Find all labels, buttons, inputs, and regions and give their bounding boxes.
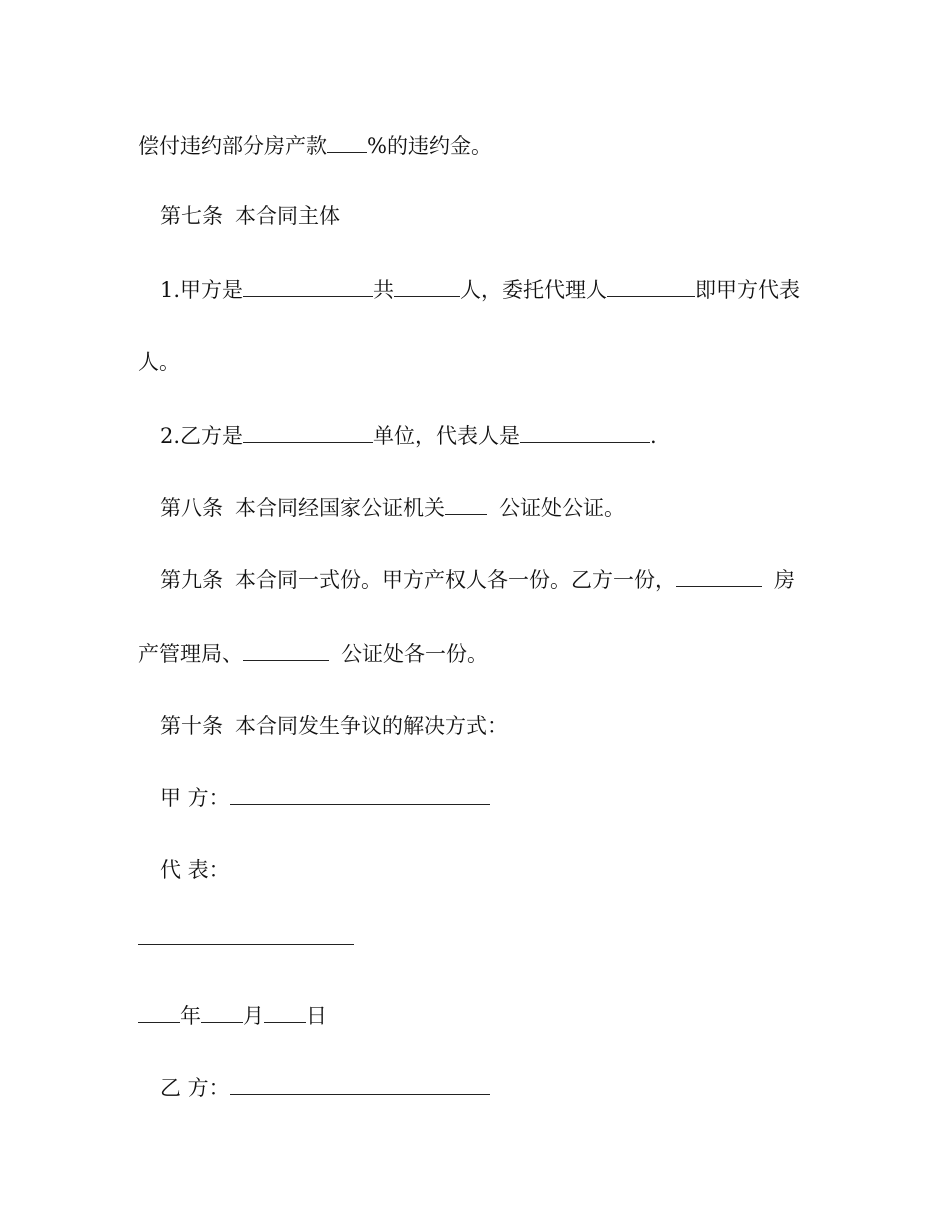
article-9-continued bbox=[138, 640, 488, 668]
notary-blank bbox=[445, 494, 487, 515]
housing-bureau-blank bbox=[676, 566, 762, 587]
month-blank bbox=[201, 1002, 243, 1023]
party-a-total-label: 共 bbox=[373, 278, 395, 302]
party-a-paragraph-continued bbox=[138, 348, 180, 376]
article-9-text-cont: 房 bbox=[774, 568, 795, 592]
year-label: 年 bbox=[180, 1004, 201, 1028]
article-7-heading bbox=[160, 202, 340, 230]
party-b-label: 2.乙方是 bbox=[160, 424, 244, 448]
article-8-text: 本合同经国家公证机关 bbox=[235, 496, 445, 520]
paragraph-penalty bbox=[138, 132, 492, 160]
party-a-paragraph bbox=[160, 276, 800, 304]
party-b-rep-blank bbox=[520, 422, 650, 443]
article-9 bbox=[160, 566, 795, 594]
penalty-text-end: %的违约金。 bbox=[367, 134, 492, 158]
date-line bbox=[138, 1002, 327, 1030]
penalty-percent-blank bbox=[327, 132, 367, 153]
party-a-signature bbox=[160, 784, 490, 812]
day-blank bbox=[264, 1002, 306, 1023]
article-9-text-end: 公证处各一份。 bbox=[341, 642, 488, 666]
representative-label-line bbox=[160, 856, 230, 884]
article-number: 第十条 bbox=[160, 714, 223, 738]
party-a-agent-label: 人，委托代理人 bbox=[460, 278, 608, 302]
year-blank bbox=[138, 1002, 180, 1023]
party-b-signature-blank bbox=[230, 1074, 490, 1095]
article-10 bbox=[160, 712, 508, 740]
party-b-end: . bbox=[650, 424, 657, 448]
article-title: 本合同主体 bbox=[235, 204, 340, 228]
month-label: 月 bbox=[243, 1004, 264, 1028]
party-a-signature-label: 甲 方： bbox=[160, 786, 230, 810]
article-9-text-line2: 产管理局、 bbox=[138, 642, 243, 666]
party-a-label: 1.甲方是 bbox=[160, 278, 244, 302]
day-label: 日 bbox=[306, 1004, 327, 1028]
article-number: 第九条 bbox=[160, 568, 223, 592]
party-a-name-blank bbox=[243, 276, 373, 297]
party-b-signature-label: 乙 方： bbox=[160, 1076, 230, 1100]
notary-office-blank bbox=[243, 640, 329, 661]
party-a-agent-blank bbox=[607, 276, 695, 297]
party-b-rep-label: 单位，代表人是 bbox=[373, 424, 521, 448]
representative-label: 代 表： bbox=[160, 858, 230, 882]
article-9-text: 本合同一式份。甲方产权人各一份。乙方一份， bbox=[235, 568, 676, 592]
party-a-representative-text: 即甲方代表 bbox=[695, 278, 801, 302]
representative-signature-line bbox=[138, 924, 354, 952]
article-8 bbox=[160, 494, 625, 522]
party-b-signature bbox=[160, 1074, 490, 1102]
article-10-text: 本合同发生争议的解决方式： bbox=[235, 714, 508, 738]
article-number: 第八条 bbox=[160, 496, 223, 520]
penalty-text: 偿付违约部分房产款 bbox=[138, 134, 327, 158]
party-a-count-blank bbox=[394, 276, 460, 297]
party-b-unit-blank bbox=[243, 422, 373, 443]
article-number: 第七条 bbox=[160, 204, 223, 228]
representative-signature-blank bbox=[138, 924, 354, 945]
article-8-text-end: 公证处公证。 bbox=[499, 496, 625, 520]
party-a-signature-blank bbox=[230, 784, 490, 805]
party-a-end-text: 人。 bbox=[138, 350, 180, 374]
party-b-paragraph bbox=[160, 422, 657, 450]
